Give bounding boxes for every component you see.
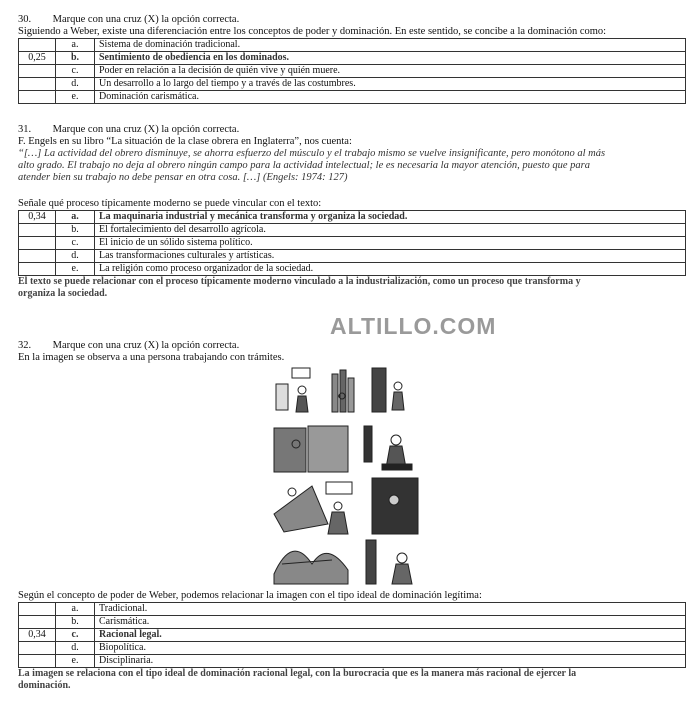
option-text: Sistema de dominación tradicional. <box>95 39 686 52</box>
option-text: Disciplinaria. <box>95 655 686 668</box>
option-letter: d. <box>56 642 95 655</box>
option-letter: c. <box>56 629 95 642</box>
score-cell: 0,34 <box>19 211 56 224</box>
comic-panel <box>274 426 348 472</box>
option-text: Biopolítica. <box>95 642 686 655</box>
option-row[interactable] <box>19 65 686 78</box>
comic-panel <box>366 540 412 584</box>
option-letter: c. <box>56 65 95 78</box>
option-letter: e. <box>56 655 95 668</box>
option-row[interactable] <box>19 91 686 104</box>
question-instruction: Marque con una cruz (X) la opción correcta. <box>52 340 240 351</box>
option-row[interactable] <box>19 642 686 655</box>
answer-line: dominación. <box>18 680 71 691</box>
question-32 <box>18 340 686 364</box>
option-letter: c. <box>56 237 95 250</box>
question-32-body <box>18 590 686 692</box>
score-cell: 0,25 <box>19 52 56 65</box>
option-row[interactable] <box>19 39 686 52</box>
question-prompt: Señale qué proceso típicamente moderno se puede vincular con el texto: <box>18 198 322 209</box>
quote-line: alto grado. El trabajo no deja al obrero ningún campo para la actividad intelectual; le es necesaria la mayor atención, puesto que para <box>18 160 590 171</box>
option-text: Las transformaciones culturales y artísticas. <box>95 250 686 263</box>
question-prompt: Según el concepto de poder de Weber, podemos relacionar la imagen con el tipo ideal de dominación legítima: <box>18 590 482 601</box>
question-instruction: Marque con una cruz (X) la opción correcta. <box>52 124 240 135</box>
option-row[interactable] <box>19 224 686 237</box>
options-table-31 <box>18 210 686 276</box>
option-text: Sentimiento de obediencia en los dominados. <box>95 52 686 65</box>
option-row-correct[interactable] <box>19 52 686 65</box>
option-text: Un desarrollo a lo largo del tiempo y a través de las costumbres. <box>95 78 686 91</box>
question-31-header <box>18 124 686 136</box>
option-letter: d. <box>56 250 95 263</box>
option-text: El inicio de un sólido sistema político. <box>95 237 686 250</box>
options-table-30 <box>18 38 686 104</box>
bureaucracy-comic-illustration <box>272 364 422 589</box>
comic-panel <box>274 551 348 584</box>
question-number: 30. <box>18 14 32 25</box>
comic-panel <box>326 482 352 534</box>
option-letter: e. <box>56 91 95 104</box>
option-letter: d. <box>56 78 95 91</box>
question-prompt: Siguiendo a Weber, existe una diferenciación entre los conceptos de poder y dominación. En este sentido, se concibe a la dominación como: <box>18 26 607 37</box>
option-text: El fortalecimiento del desarrollo agrícola. <box>95 224 686 237</box>
comic-panel <box>372 478 418 534</box>
option-row-correct[interactable] <box>19 629 686 642</box>
option-text: Poder en relación a la decisión de quién vive y quién muere. <box>95 65 686 78</box>
option-row-correct[interactable] <box>19 211 686 224</box>
option-row[interactable] <box>19 616 686 629</box>
quote-line: atender bien su trabajo no debe pensar en otra cosa. […] (Engels: 1974: 127) <box>18 172 348 183</box>
option-row[interactable] <box>19 603 686 616</box>
option-letter: a. <box>56 211 95 224</box>
option-letter: e. <box>56 263 95 276</box>
answer-line: organiza la sociedad. <box>18 288 108 299</box>
option-letter: b. <box>56 52 95 65</box>
option-text: Tradicional. <box>95 603 686 616</box>
question-intro: En la imagen se observa a una persona trabajando con trámites. <box>18 352 285 363</box>
comic-panel <box>274 486 328 532</box>
watermark: ALTILLO.COM <box>330 313 497 339</box>
option-row[interactable] <box>19 78 686 91</box>
comic-panel <box>276 368 310 412</box>
option-row[interactable] <box>19 250 686 263</box>
option-row[interactable] <box>19 263 686 276</box>
option-text: Dominación carismática. <box>95 91 686 104</box>
comic-panel <box>364 426 412 470</box>
question-number: 32. <box>18 340 32 351</box>
question-intro: F. Engels en su libro “La situación de la clase obrera en Inglaterra”, nos cuenta: <box>18 136 352 147</box>
options-table-32 <box>18 602 686 668</box>
answer-line: La imagen se relaciona con el tipo ideal de dominación racional legal, con la burocracia que es la manera más racional de ejercer la <box>18 668 577 679</box>
option-letter: b. <box>56 224 95 237</box>
option-text: La religión como proceso organizador de la sociedad. <box>95 263 686 276</box>
score-cell: 0,34 <box>19 629 56 642</box>
question-30 <box>18 14 686 104</box>
option-letter: b. <box>56 616 95 629</box>
option-text: La maquinaria industrial y mecánica transforma y organiza la sociedad. <box>95 211 686 224</box>
answer-line: El texto se puede relacionar con el proceso típicamente moderno vinculado a la industrialización, como un proceso que transforma y <box>18 276 581 287</box>
option-letter: a. <box>56 39 95 52</box>
question-31 <box>18 124 686 300</box>
option-letter: a. <box>56 603 95 616</box>
option-text: Carismática. <box>95 616 686 629</box>
option-row[interactable] <box>19 237 686 250</box>
comic-panel <box>372 368 404 412</box>
quote-line: “[…] La actividad del obrero disminuye, se ahorra esfuerzo del músculo y el trabajo mismo se vuelve insignificante, pero monótono al más <box>18 148 606 159</box>
question-instruction: Marque con una cruz (X) la opción correcta. <box>52 14 240 25</box>
question-32-header <box>18 340 686 352</box>
comic-panel <box>332 370 354 412</box>
option-text: Racional legal. <box>95 629 686 642</box>
option-row[interactable] <box>19 655 686 668</box>
question-number: 31. <box>18 124 32 135</box>
question-30-header <box>18 14 686 26</box>
